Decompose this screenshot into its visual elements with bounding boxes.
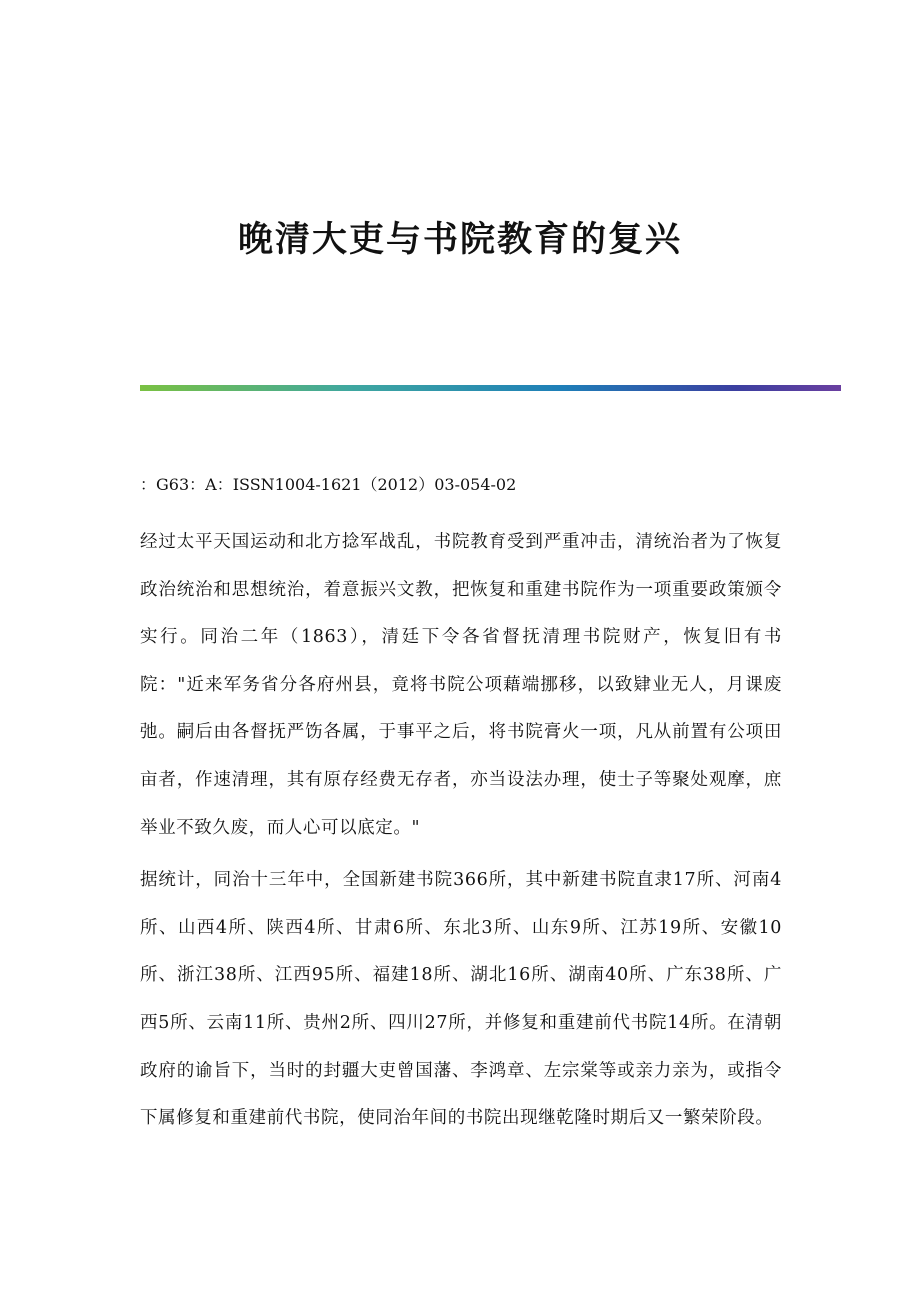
- title-divider: [140, 385, 841, 391]
- page-title: 晚清大吏与书院教育的复兴: [237, 219, 682, 260]
- paragraph-1: 经过太平天国运动和北方捻军战乱，书院教育受到严重冲击，清统治者为了恢复政治统治和思想统治，着意振兴文教，把恢复和重建书院作为一项重要政策颁令实行。同治二年（1863），清廷下令各省督抚清理书院财产，恢复旧有书院："近来军务省分各府州县，竟将书院公项藉端挪移，以致肄业无人，月课废弛。嗣后由各督抚严饬各属，于事平之后，将书院膏火一项，凡从前置有公项田亩者，作速清理，其有原存经费无存者，亦当设法办理，使士子等聚处观摩，庶举业不致久废，而人心可以底定。": [140, 532, 782, 838]
- article-body: [140, 519, 782, 1148]
- classification-line: ：G63：A：ISSN1004-1621（2012）03-054-02: [140, 475, 517, 494]
- paragraph-2: 据统计，同治十三年中，全国新建书院366所，其中新建书院直隶17所、河南4所、山西4所、陕西4所、甘肃6所、东北3所、山东9所、江苏19所、安徽10所、浙江38所、江西95所、福建18所、湖北16所、湖南40所、广东38所、广西5所、云南11所、贵州2所、四川27所，并修复和重建前代书院14所。在清朝政府的谕旨下，当时的封疆大吏曾国藩、李鸿章、左宗棠等或亲力亲为，或指令下属修复和重建前代书院，使同治年间的书院出现继乾隆时期后又一繁荣阶段。: [140, 870, 782, 1129]
